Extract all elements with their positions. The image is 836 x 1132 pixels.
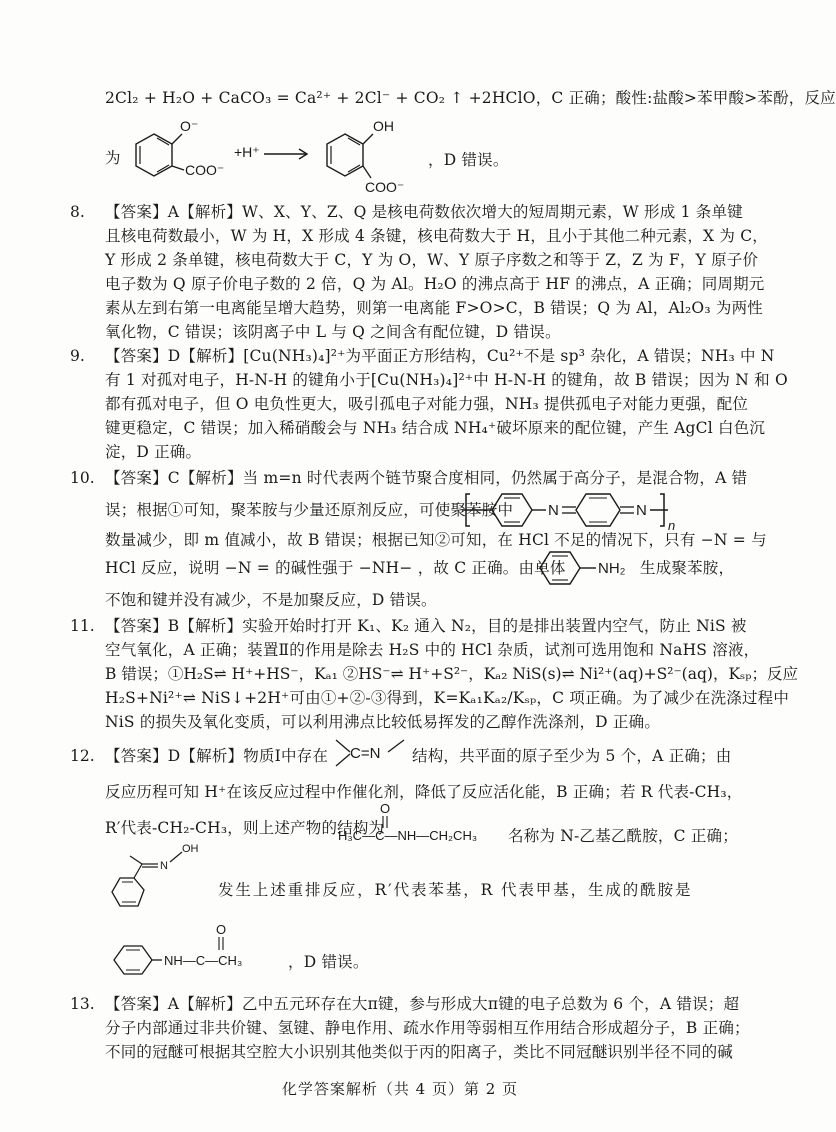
q9-number: 9. [70,347,85,365]
q10-line-1: 【答案】C【解析】当 m=n 时代表两个链节聚合度相同，仍然属于高分子，是混合物，A 错 [105,469,748,487]
q13-number: 13. [70,995,95,1013]
q12-line-1-rest: 结构，共平面的原子至少为 5 个，A 正确；由 [412,747,732,765]
c-n-fragment-svg [330,730,410,778]
q8-line-5: 素从左到右第一电离能呈增大趋势，则第一电离能 F>O>C，B 错误；Q 为 Al，Al₂O₃ 为两性 [105,299,763,317]
q10-number: 10. [70,469,95,487]
reactant-o-label: O⁻ [180,118,199,134]
aniline-monomer-structure [534,542,644,594]
oxime-svg [108,842,218,914]
intro-line-2-prefix [105,148,121,168]
amide-svg [338,800,508,844]
acetanilide-structure [108,920,288,976]
intro-line-1-rest: ，C 正确；酸性:盐酸>苯甲酸>苯酚，反应 [535,89,836,107]
q9-line-1: 【答案】D【解析】[Cu(NH₃)₄]²⁺为平面正方形结构，Cu²⁺不是 sp³ 杂化，A 错误；NH₃ 中 N [105,347,775,365]
c-n-double-bond-structure [330,730,410,778]
q13-line-1: 【答案】A【解析】乙中五元环存在大π键，参与形成大π键的电子总数为 6 个，A 错误；超 [105,995,740,1013]
q9-line-2: 有 1 对孤对电子，H-N-H 的键角小于[Cu(NH₃)₄]²⁺中 H-N-H 的键角，故 B 错误；因为 N 和 O [105,371,788,389]
q8-line-1: 【答案】A【解析】W、X、Y、Z、Q 是核电荷数依次增大的短周期元素，W 形成 1 条单键 [105,203,743,221]
monomer-nh2-label: NH₂ [598,560,626,577]
anilide-o-label: O [216,922,227,937]
salicylate-product-structure [315,112,425,194]
product-coo-label: COO⁻ [365,179,405,195]
q11-line-3: B 错误；①H₂S⇌ H⁺+HS⁻，Kₐ₁ ②HS⁻⇌ H⁺+S²⁻，Kₐ₂ NiS(s)⇌ Ni²⁺(aq)+S²⁻(aq)，Kₛₚ；反应 [105,665,798,683]
acetophenone-oxime-structure [108,842,218,914]
oxime-n-label: N [160,860,168,872]
salicylate-product-svg [315,112,425,194]
benzene-ring [492,494,532,526]
anilide-formula-label: NH—C—CH₃ [164,953,243,968]
q11-line-1: 【答案】B【解析】实验开始时打开 K₁、K₂ 通入 N₂，目的是排出装置内空气，防止 NiS 被 [105,617,747,635]
q10-line-3: 数量减少，即 m 值减小，故 B 错误；根据已知②可知，在 HCl 不足的情况下，只有 −N = 与 [105,531,767,549]
poly-n-end-label: N [636,502,647,519]
q9-line-5: 淀，D 正确。 [105,443,202,461]
benzene-ring [327,134,363,176]
poly-subscript-n: n [668,518,676,533]
intro-line-2-rest-text: ，D 错误。 [428,151,509,169]
intro-line-2-rest [428,150,509,170]
q9-line-4: 键更稳定，C 错误；加入稀硝酸会与 NH₃ 结合成 NH₄⁺破坏原来的配位键，产生 AgCl 白色沉 [105,419,766,437]
q12-line-2: 反应历程可知 H⁺在该反应过程中作催化剂，降低了反应活化能，B 正确；若 R 代表-CH₃， [105,783,743,801]
plus-h-label: +H⁺ [234,144,260,160]
q10-line-5: 不饱和键并没有减少，不是加聚反应，D 错误。 [105,591,437,609]
aniline-monomer-svg [534,542,644,594]
q12-line-1-prefix: 【答案】D【解析】物质Ⅰ中存在 [105,747,329,765]
n-ethylacetamide-structure [338,800,508,844]
benzene-ring [136,134,172,176]
q11-line-5: NiS 的损失及氧化变质，可以利用沸点比较低易挥发的乙醇作洗涤剂，D 正确。 [105,713,661,731]
q10-line-2: 误；根据①可知，聚苯胺与少量还原剂反应，可使聚苯胺中 [105,501,514,519]
reaction-arrow [262,146,312,160]
acetanilide-svg [108,920,288,976]
benzene-ring [540,552,580,584]
intro-equation: 2Cl₂ + H₂O + CaCO₃ = Ca²⁺ + 2Cl⁻ + CO₂ ↑ +2HClO [105,89,536,107]
reactant-coo-label: COO⁻ [185,162,225,178]
q13-line-2: 分子内部通过非共价键、氢键、静电作用、疏水作用等弱相互作用结合形成超分子，B 正确； [105,1019,750,1037]
quinoid-ring [576,494,620,526]
q11-number: 11. [70,617,95,635]
q12-line-3-rest: 名称为 N-乙基乙酰胺，C 正确； [508,827,738,845]
product-oh-label: OH [373,118,394,134]
amide-formula-label: H₃C—C—NH—CH₂CH₃ [338,828,478,843]
intro-prefix-text: 为 [105,149,121,167]
q8-number: 8. [70,203,85,221]
q8-line-4: 电子数为 Q 原子价电子数的 2 倍，Q 为 Al。H₂O 的沸点高于 HF 的沸点，A 正确；同周期元 [105,275,765,293]
q8-line-6: 氧化物，C 错误；该阴离子中 L 与 Q 之间含有配位键，D 错误。 [105,323,561,341]
salicylate-reactant-structure [124,112,224,192]
q9-line-3: 都有孤对电子，但 O 电负性更大，吸引孤电子对能力强，NH₃ 提供孤电子对能力更强，配位 [105,395,749,413]
intro-line-1 [105,88,836,108]
q10-line-4-rest: 生成聚苯胺， [640,559,735,577]
q12-line-5-rest: ，D 错误。 [288,953,369,971]
amide-o-label: O [380,801,391,816]
cn-group-label: C=N [350,745,381,762]
poly-n-mid-label: N [548,502,559,519]
q12-line-4: 发生上述重排反应，R′代表苯基，R 代表甲基，生成的酰胺是 [218,881,693,899]
q11-line-2: 空气氧化，A 正确；装置Ⅱ的作用是除去 H₂S 中的 HCl 杂质，试剂可选用饱和 NaHS 溶液， [105,641,760,659]
page-footer: 化学答案解析（共 4 页）第 2 页 [281,1080,519,1098]
q12-line-3-prefix: R′代表-CH₂-CH₃，则上述产物的结构为 [105,819,385,837]
q8-line-3: Y 形成 2 条单键，核电荷数大于 C，Y 为 O，W、Y 原子序数之和等于 Z，Z 为 F，Y 原子价 [105,251,759,269]
arrow-icon [262,147,312,161]
q12-number: 12. [70,747,95,765]
q10-line-4-prefix: HCl 反应，说明 −N = 的碱性强于 −NH− ，故 C 正确。由单体 [105,559,566,577]
oxime-oh-label: OH [182,843,199,855]
q11-line-4: H₂S+Ni²⁺⇌ NiS↓+2H⁺可由①+②-③得到，K=Kₐ₁Kₐ₂/Kₛₚ，C 项正确。为了减少在洗涤过程中 [105,689,790,707]
q13-line-3: 不同的冠醚可根据其空腔大小识别其他类似于丙的阳离子，类比不同冠醚识别半径不同的碱 [105,1043,734,1061]
q8-line-2: 且核电荷数最小，W 为 H，X 形成 4 条键，核电荷数大于 H，且小于其他二种元素，X 为 C， [105,227,768,245]
salicylate-reactant-svg [124,112,224,192]
